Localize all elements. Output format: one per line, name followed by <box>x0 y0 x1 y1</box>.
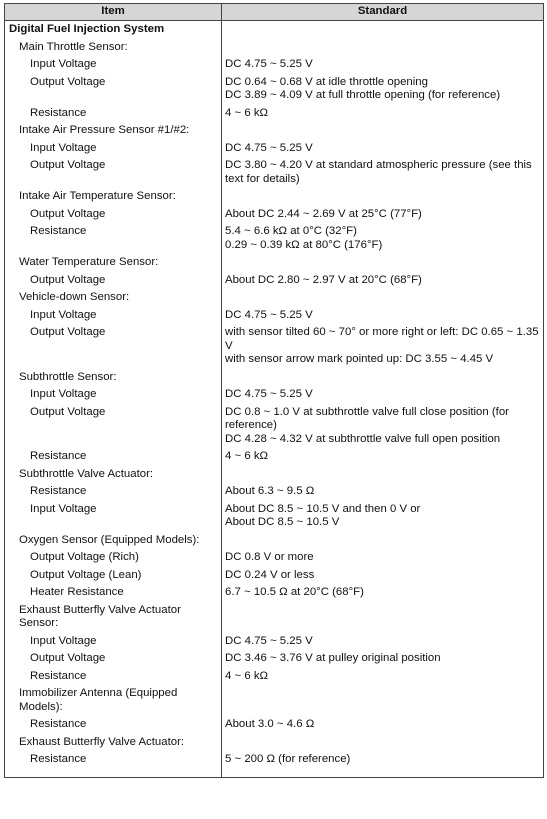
table-row <box>5 501 544 532</box>
standard-value: 4 ~ 6 kΩ <box>225 106 269 119</box>
standard-value: DC 0.8 ~ 1.0 V at subthrottle valve full close position (for reference) <box>225 405 509 431</box>
table-row <box>5 140 544 158</box>
table-row <box>5 734 544 752</box>
column-header-standard: Standard <box>222 4 544 21</box>
parameter-name: Output Voltage <box>5 272 222 290</box>
standard-cell <box>222 105 544 123</box>
table-row <box>5 466 544 484</box>
standard-cell <box>222 466 544 484</box>
table-row <box>5 602 544 633</box>
component-name: Main Throttle Sensor: <box>5 39 222 57</box>
parameter-name: Resistance <box>5 751 222 777</box>
table-row <box>5 324 544 369</box>
standard-cell <box>222 751 544 777</box>
standard-cell <box>222 188 544 206</box>
table-row <box>5 483 544 501</box>
standard-cell <box>222 549 544 567</box>
standard-cell <box>222 386 544 404</box>
table-row <box>5 39 544 57</box>
standard-cell <box>222 56 544 74</box>
parameter-name: Output Voltage <box>5 404 222 449</box>
table-row <box>5 716 544 734</box>
table-row <box>5 404 544 449</box>
table-row <box>5 386 544 404</box>
component-name: Subthrottle Sensor: <box>5 369 222 387</box>
table-row <box>5 122 544 140</box>
component-name: Intake Air Pressure Sensor #1/#2: <box>5 122 222 140</box>
standard-cell <box>222 584 544 602</box>
standard-cell <box>222 21 544 39</box>
table-row <box>5 650 544 668</box>
standard-value: DC 4.75 ~ 5.25 V <box>225 308 313 321</box>
parameter-name: Resistance <box>5 105 222 123</box>
standard-value: with sensor arrow mark pointed up: DC 3.55 ~ 4.45 V <box>225 353 494 365</box>
table-row <box>5 633 544 651</box>
parameter-name: Output Voltage <box>5 206 222 224</box>
standard-cell <box>222 567 544 585</box>
standard-value: 5 ~ 200 Ω (for reference) <box>225 753 351 765</box>
standard-value: DC 4.75 ~ 5.25 V <box>225 58 313 70</box>
standard-value: DC 4.75 ~ 5.25 V <box>225 634 313 647</box>
standard-value: About DC 2.44 ~ 2.69 V at 25°C (77°F) <box>225 207 422 220</box>
spec-table <box>4 3 544 778</box>
parameter-name: Output Voltage <box>5 74 222 105</box>
standard-cell <box>222 369 544 387</box>
header-row <box>5 4 544 21</box>
standard-value: About 6.3 ~ 9.5 Ω <box>225 485 315 497</box>
standard-cell <box>222 206 544 224</box>
table-body <box>5 21 544 778</box>
component-name: Subthrottle Valve Actuator: <box>5 466 222 484</box>
parameter-name: Output Voltage (Rich) <box>5 549 222 567</box>
table-row <box>5 532 544 550</box>
table-row <box>5 567 544 585</box>
parameter-name: Input Voltage <box>5 140 222 158</box>
table-row <box>5 188 544 206</box>
standard-value: DC 0.8 V or more <box>225 551 314 563</box>
component-name: Oxygen Sensor (Equipped Models): <box>5 532 222 550</box>
parameter-name: Resistance <box>5 668 222 686</box>
standard-cell <box>222 668 544 686</box>
standard-cell <box>222 633 544 651</box>
standard-cell <box>222 307 544 325</box>
standard-cell <box>222 483 544 501</box>
standard-cell <box>222 324 544 369</box>
standard-cell <box>222 157 544 188</box>
parameter-name: Output Voltage <box>5 157 222 188</box>
standard-value: with sensor tilted 60 ~ 70° or more right or left: DC 0.65 ~ 1.35 V <box>225 326 539 352</box>
standard-value: DC 3.80 ~ 4.20 V at standard atmospheric pressure (see this text for details) <box>225 159 532 185</box>
component-name: Exhaust Butterfly Valve Actuator Sensor: <box>5 602 222 633</box>
table-row <box>5 289 544 307</box>
standard-value: About DC 2.80 ~ 2.97 V at 20°C (68°F) <box>225 273 422 286</box>
parameter-name: Output Voltage (Lean) <box>5 567 222 585</box>
standard-value: About 3.0 ~ 4.6 Ω <box>225 718 315 730</box>
parameter-name: Input Voltage <box>5 307 222 325</box>
table-row <box>5 584 544 602</box>
component-name: Immobilizer Antenna (Equipped Models): <box>5 685 222 716</box>
section-title: Digital Fuel Injection System <box>5 21 222 39</box>
standard-value: About DC 8.5 ~ 10.5 V and then 0 V or <box>225 502 421 515</box>
column-header-item: Item <box>5 4 222 21</box>
parameter-name: Input Voltage <box>5 56 222 74</box>
table-row <box>5 223 544 254</box>
parameter-name: Heater Resistance <box>5 584 222 602</box>
table-row <box>5 157 544 188</box>
standard-cell <box>222 685 544 716</box>
table-row <box>5 448 544 466</box>
table-row <box>5 272 544 290</box>
standard-value: DC 3.89 ~ 4.09 V at full throttle opening (for reference) <box>225 89 501 101</box>
parameter-name: Output Voltage <box>5 324 222 369</box>
standard-value: DC 3.46 ~ 3.76 V at pulley original position <box>225 652 441 664</box>
standard-cell <box>222 501 544 532</box>
standard-value: DC 0.24 V or less <box>225 568 315 581</box>
table-row <box>5 206 544 224</box>
component-name: Water Temperature Sensor: <box>5 254 222 272</box>
standard-value: 5.4 ~ 6.6 kΩ at 0°C (32°F) <box>225 225 357 237</box>
standard-cell <box>222 223 544 254</box>
standard-cell <box>222 122 544 140</box>
table-row <box>5 549 544 567</box>
standard-cell <box>222 734 544 752</box>
standard-value: 4 ~ 6 kΩ <box>225 450 269 462</box>
parameter-name: Input Voltage <box>5 386 222 404</box>
standard-cell <box>222 74 544 105</box>
standard-value: 0.29 ~ 0.39 kΩ at 80°C (176°F) <box>225 238 383 251</box>
table-row <box>5 74 544 105</box>
component-name: Vehicle-down Sensor: <box>5 289 222 307</box>
parameter-name: Resistance <box>5 223 222 254</box>
component-name: Intake Air Temperature Sensor: <box>5 188 222 206</box>
parameter-name: Output Voltage <box>5 650 222 668</box>
parameter-name: Resistance <box>5 448 222 466</box>
table-row <box>5 307 544 325</box>
standard-cell <box>222 650 544 668</box>
standard-value: 4 ~ 6 kΩ <box>225 669 269 682</box>
parameter-name: Input Voltage <box>5 501 222 532</box>
table-header <box>5 4 544 21</box>
standard-value: DC 0.64 ~ 0.68 V at idle throttle opening <box>225 75 428 88</box>
standard-cell <box>222 289 544 307</box>
standard-cell <box>222 140 544 158</box>
standard-cell <box>222 254 544 272</box>
standard-cell <box>222 272 544 290</box>
parameter-name: Resistance <box>5 716 222 734</box>
parameter-name: Input Voltage <box>5 633 222 651</box>
standard-cell <box>222 448 544 466</box>
table-row <box>5 668 544 686</box>
table-row <box>5 21 544 39</box>
table-row <box>5 56 544 74</box>
component-name: Exhaust Butterfly Valve Actuator: <box>5 734 222 752</box>
standard-value: 6.7 ~ 10.5 Ω at 20°C (68°F) <box>225 586 364 598</box>
standard-value: DC 4.75 ~ 5.25 V <box>225 141 313 154</box>
standard-value: DC 4.75 ~ 5.25 V <box>225 388 313 400</box>
standard-cell <box>222 39 544 57</box>
table-row <box>5 751 544 777</box>
standard-cell <box>222 716 544 734</box>
standard-cell <box>222 404 544 449</box>
standard-cell <box>222 602 544 633</box>
table-row <box>5 105 544 123</box>
table-row <box>5 369 544 387</box>
table-row <box>5 254 544 272</box>
standard-value: DC 4.28 ~ 4.32 V at subthrottle valve full open position <box>225 432 501 445</box>
standard-cell <box>222 532 544 550</box>
standard-value: About DC 8.5 ~ 10.5 V <box>225 516 340 528</box>
parameter-name: Resistance <box>5 483 222 501</box>
table-row <box>5 685 544 716</box>
